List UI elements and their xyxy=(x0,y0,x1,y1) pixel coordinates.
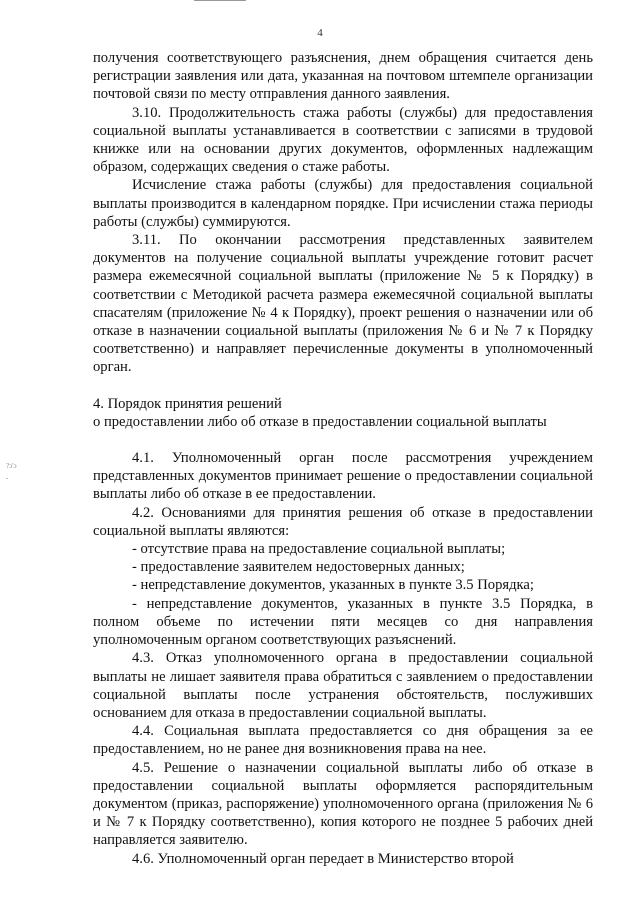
section-spacer xyxy=(93,431,593,449)
paragraph-4-6: 4.6. Уполномоченный орган передает в Министерство второй xyxy=(132,850,514,867)
paragraph-4-3: 4.3. Отказ уполномоченного органа в предоставлении социальной выплаты не лишает заявителя права обратиться с заявлением о предоставлении социальной выплаты после устранения обстоятельств, послуживших основанием для отказа в предоставлении социальной выплаты. xyxy=(93,650,593,721)
page-number: 4 xyxy=(317,27,323,39)
list-item: - предоставление заявителем недостоверных данных; xyxy=(132,559,465,576)
margin-scan-mark: ?ɔ'ɔ xyxy=(6,462,17,470)
list-item: - отсутствие права на предоставление социальной выплаты; xyxy=(132,541,506,558)
paragraph-3-10: 3.10. Продолжительность стажа работы (службы) для предоставления социальной выплаты устанавливается в соответствии с записями в трудовой книжке или на основании других документов, оформленных надлежащим образом, содержащих сведения о стаже работы. xyxy=(93,104,593,176)
paragraph-4-1: 4.1. Уполномоченный орган после рассмотрения учреждением представленных документов принимает решение о предоставлении социальной выплаты либо об отказе в ее предоставлении. xyxy=(93,450,593,503)
paragraph-stazh: Исчисление стажа работы (службы) для предоставления социальной выплаты производится в календарном порядке. При исчислении стажа периоды работы (службы) суммируются. xyxy=(93,177,593,230)
paragraph-3-11: 3.11. По окончании рассмотрения представленных заявителем документов на получение социальной выплаты учреждение готовит расчет размера ежемесячной социальной выплаты (приложение № 5 к Порядку) в соответствии с Методикой расчета размера ежемесячной социальной выплаты спасателям (приложение № 4 к Порядку), проект решения о назначении или об отказе в назначении социальной выплаты (приложения № 6 и № 7 к Порядку соответственно) и направляет перечисленные документы в уполномоченный орган. xyxy=(93,232,593,376)
margin-scan-mark: - xyxy=(6,474,9,482)
section-spacer xyxy=(93,377,593,395)
document-body xyxy=(93,49,593,868)
list-item: - непредставление документов, указанных в пункте 3.5 Порядка, в полном объеме по истечении пяти месяцев со дня направления уполномоченным органом соответствующих разъяснений. xyxy=(93,595,593,649)
paragraph: получения соответствующего разъяснения, днем обращения считается день регистрации заявления или дата, указанная на почтовом штемпеле организации почтовой связи по месту отправления данного заявления. xyxy=(93,50,593,103)
section-heading-line2: о предоставлении либо об отказе в предоставлении социальной выплаты xyxy=(93,413,547,430)
paragraph-4-5: 4.5. Решение о назначении социальной выплаты либо об отказе в предоставлении социальной выплаты оформляется распорядительным документом (приказ, распоряжение) уполномоченного органа (приложения № 6 и № 7 к Порядку соответственно), копия которого не позднее 5 рабочих дней направляется заявителю. xyxy=(93,759,593,849)
paragraph-4-2: 4.2. Основаниями для принятия решения об отказе в предоставлении социальной выплаты являются: xyxy=(93,504,593,539)
list-item: - непредставление документов, указанных в пункте 3.5 Порядка; xyxy=(132,577,534,594)
scan-edge-mark xyxy=(194,0,246,1)
paragraph-4-4: 4.4. Социальная выплата предоставляется со дня обращения за ее предоставлением, но не ранее дня возникновения права на нее. xyxy=(93,723,593,758)
section-heading-line1: 4. Порядок принятия решений xyxy=(93,395,282,412)
